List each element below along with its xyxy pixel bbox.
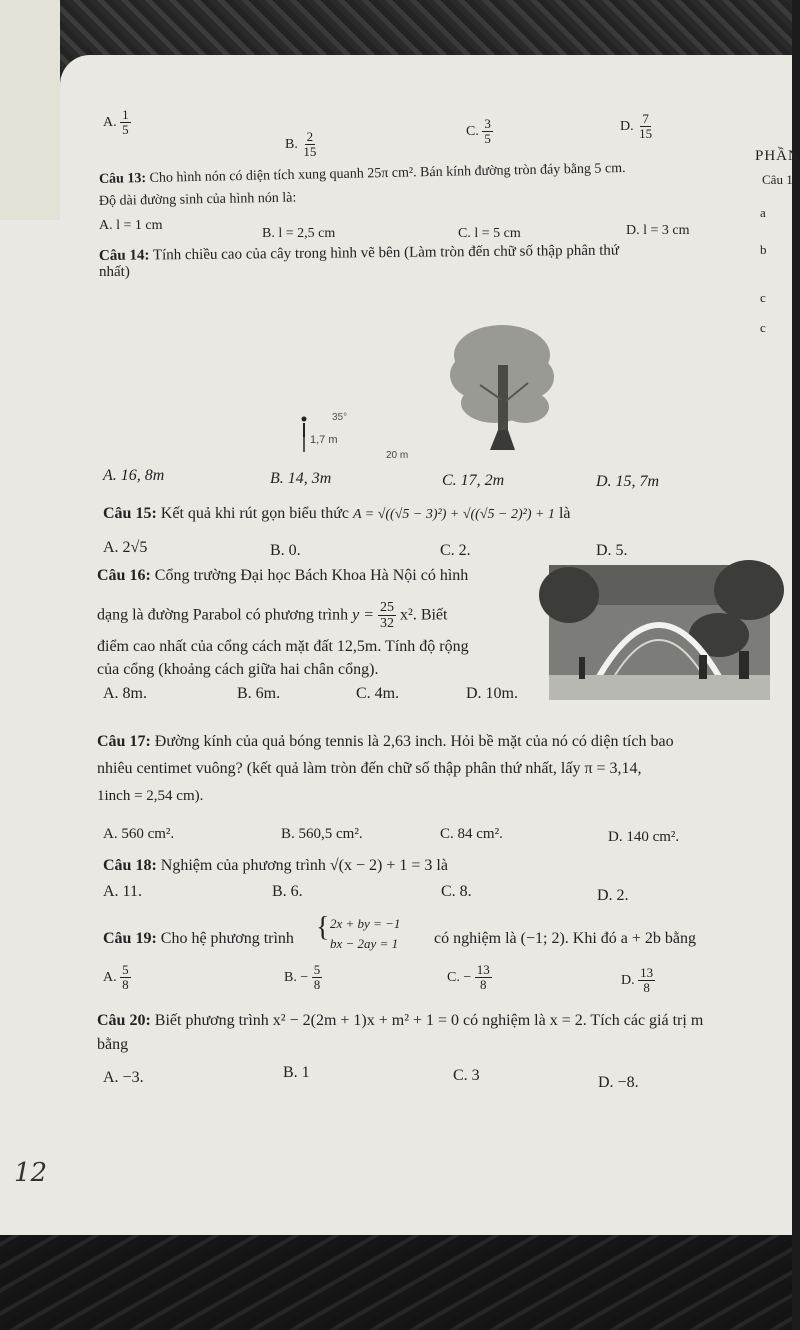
- q19-option-d: D. $\frac{13}{8}$: [621, 965, 654, 996]
- q16-option-a: A. 8m.: [103, 685, 147, 702]
- q16-text-line3: điểm cao nhất của cổng cách mặt đất 12,5m. Tính độ rộng: [97, 638, 469, 655]
- q18-option-a: A. 11.: [103, 883, 142, 900]
- q19-equation-2: bx − 2ay = 1: [330, 936, 399, 951]
- q16-option-b: B. 6m.: [237, 685, 281, 702]
- q14-text-line2: nhất): [99, 264, 130, 280]
- q17-option-a: A. 560 cm².: [103, 826, 175, 842]
- q14-option-a: A. 16, 8m: [103, 467, 165, 484]
- q17-option-c: C. 84 cm².: [440, 826, 503, 842]
- tree-person-height-label: 1,7 m: [310, 434, 338, 446]
- q19-text: Câu 19: Cho hệ phương trình: [103, 930, 294, 947]
- q16-text-line1: Câu 16: Cổng trường Đại học Bách Khoa Hà Nội có hình: [97, 567, 469, 584]
- side-letter-a: a: [760, 205, 766, 220]
- q20-option-c: C. 3: [453, 1067, 480, 1084]
- q19-option-c: C. − $\frac{13}{8}$: [447, 962, 490, 993]
- q18-option-b: B. 6.: [272, 883, 303, 900]
- q17-option-b: B. 560,5 cm².: [281, 826, 363, 842]
- handwritten-page-number: 12: [14, 1158, 48, 1188]
- q19-system-brace: {: [316, 912, 330, 943]
- q12-option-b: B. $\frac{2}{15}$: [285, 129, 317, 160]
- tree-distance-label: 20 m: [386, 450, 409, 461]
- q20-text-line2: bằng: [97, 1036, 129, 1053]
- q14-text-line1: Câu 14: Tính chiều cao của cây trong hình vẽ bên (Làm tròn đến chữ số thập phân thứ: [98, 242, 620, 264]
- side-letter-b: b: [760, 242, 767, 257]
- q19-equation-1: 2x + by = −1: [330, 916, 401, 931]
- q16-text-line4: của cổng (khoảng cách giữa hai chân cổng).: [97, 661, 379, 678]
- side-letter-c: c: [760, 290, 766, 305]
- side-letter-d: c: [760, 320, 766, 335]
- q19-option-a: A. $\frac{5}{8}$: [103, 962, 129, 993]
- q18-option-c: C. 8.: [441, 883, 472, 900]
- q13-option-a: A. l = 1 cm: [99, 218, 163, 233]
- q15-option-d: D. 5.: [596, 542, 628, 559]
- q19-text-tail: có nghiệm là (−1; 2). Khi đó a + 2b bằng: [434, 930, 696, 947]
- q17-text-line3: 1inch = 2,54 cm).: [97, 788, 204, 804]
- q14-option-c: C. 17, 2m: [442, 472, 505, 489]
- q14-option-d: D. 15, 7m: [596, 473, 660, 490]
- q15-option-a: A. 2√5: [103, 539, 148, 556]
- q20-text-line1: Câu 20: Biết phương trình x² − 2(2m + 1)x + m² + 1 = 0 có nghiệm là x = 2. Tích các giá trị m: [97, 1012, 704, 1029]
- q16-option-d: D. 10m.: [466, 685, 518, 702]
- q13-option-d: D. l = 3 cm: [626, 223, 690, 238]
- q16-text-line2: dạng là đường Parabol có phương trình y = $\frac{25}{32}$ x². Biết: [97, 600, 448, 632]
- q13-text-line1: Câu 13: Cho hình nón có diện tích xung quanh 25π cm². Bán kính đường tròn đáy bằng 5 cm.: [98, 160, 626, 187]
- side-section-label: PHẦN: [755, 148, 800, 164]
- q17-text-line2: nhiêu centimet vuông? (kết quả làm tròn đến chữ số thập phân thứ nhất, lấy π = 3,14,: [97, 760, 642, 777]
- q18-text: Câu 18: Nghiệm của phương trình √(x − 2) + 1 = 3 là: [103, 857, 448, 874]
- tree-angle-label: 35°: [332, 412, 348, 423]
- q16-option-c: C. 4m.: [356, 685, 400, 702]
- q13-option-c: C. l = 5 cm: [458, 226, 521, 241]
- q18-option-d: D. 2.: [597, 887, 629, 904]
- gate-photo: [549, 565, 770, 700]
- q15-option-b: B. 0.: [270, 542, 301, 559]
- q13-text-line2: Độ dài đường sinh của hình nón là:: [98, 190, 297, 209]
- q15-option-c: C. 2.: [440, 542, 471, 559]
- q12-option-a: A. $\frac{1}{5}$: [103, 107, 129, 138]
- q14-option-b: B. 14, 3m: [270, 470, 332, 487]
- q13-option-b: B. l = 2,5 cm: [262, 226, 336, 241]
- q19-option-b: B. − $\frac{5}{8}$: [284, 962, 321, 993]
- background-bottom: [0, 1235, 792, 1330]
- q20-option-b: B. 1: [283, 1064, 310, 1081]
- q17-text-line1: Câu 17: Đường kính của quả bóng tennis là 2,63 inch. Hỏi bề mặt của nó có diện tích bao: [97, 733, 674, 750]
- q12-option-d: D. $\frac{7}{15}$: [620, 111, 653, 142]
- q20-option-d: D. −8.: [598, 1074, 639, 1091]
- q20-option-a: A. −3.: [103, 1069, 144, 1086]
- left-page-edge: [0, 0, 60, 230]
- q15-text: Câu 15: Kết quả khi rút gọn biểu thức A = √((√5 − 3)²) + √((√5 − 2)²) + 1 là: [103, 505, 571, 522]
- q12-option-c: C. $\frac{3}{5}$: [466, 116, 491, 147]
- q17-option-d: D. 140 cm².: [608, 829, 680, 845]
- side-question-label: Câu 1: [762, 172, 793, 187]
